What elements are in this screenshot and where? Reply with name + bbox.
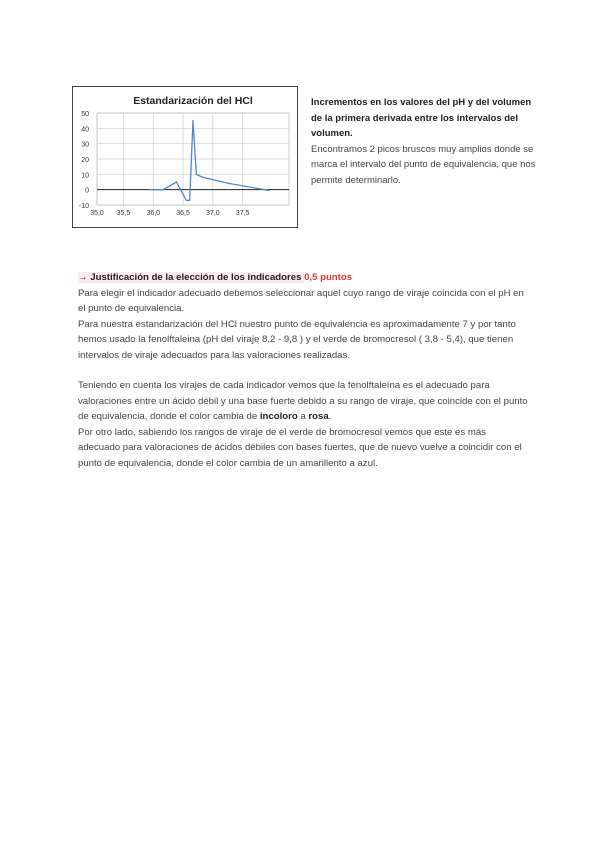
x-tick-label: 36,5 <box>176 210 190 217</box>
data-point <box>176 181 177 182</box>
indicator-justification <box>78 270 528 471</box>
p3-bold-rosa: rosa <box>308 411 329 422</box>
heading-points: 0,5 puntos <box>304 272 353 283</box>
chart-caption <box>311 95 536 188</box>
series-line <box>150 121 269 201</box>
derivative-chart <box>73 87 297 227</box>
x-tick-label: 37,5 <box>235 210 250 217</box>
y-tick-label: 20 <box>81 157 89 164</box>
x-tick-label: 35,0 <box>90 210 104 217</box>
data-point <box>269 190 270 191</box>
p3-mid: a <box>297 411 309 422</box>
section-heading <box>78 270 528 286</box>
paragraph-4: Por otro lado, sabiendo los rangos de viraje de el verde de bromocresol vemos que este es más adecuado para valoraciones de ácidos débiles con bases fuertes, que de nuevo vuelve a coincidir con el punto de equivalencia, donde el color cambia de un amarillento a azul. <box>78 426 522 469</box>
y-tick-label: 40 <box>81 126 89 134</box>
caption-bold: Incrementos en los valores del pH y del volumen de la primera derivada entre los intervalos del volumen. <box>311 97 532 139</box>
heading-highlight <box>78 272 304 283</box>
paragraph-2: Para nuestra estandarización del HCl nuestro punto de equivalencia es aproximadamente 7 y por tanto hemos usado la fenolftaleina (pH del viraje 8,2 - 9,8 ) y el verde de bromocresol ( 3,8 - 5,4), que tienen intervalos de viraje adecuados para las valoraciones realizadas. <box>78 318 516 361</box>
y-tick-label: 50 <box>81 111 89 118</box>
heading-title: Justificación de la elección de los indicadores <box>90 272 302 283</box>
arrow-icon: → <box>78 272 88 283</box>
data-point <box>229 183 230 184</box>
data-point <box>202 177 203 178</box>
y-tick-label: 0 <box>85 187 89 195</box>
data-point <box>149 189 150 190</box>
p3-bold-incoloro: incoloro <box>259 411 298 422</box>
paragraph-1: Para elegir el indicador adecuado debemos seleccionar aquel cuyo rango de viraje coincida con el pH en el punto de equivalencia. <box>78 287 524 314</box>
x-tick-label: 36,0 <box>146 210 161 217</box>
chart-box <box>72 86 298 228</box>
y-tick-label: 30 <box>81 141 89 149</box>
data-point <box>192 120 193 121</box>
data-point <box>189 200 190 201</box>
p3-end: . <box>328 411 332 422</box>
x-tick-label: 37,0 <box>206 210 220 217</box>
data-point <box>196 174 197 175</box>
data-point <box>163 189 164 190</box>
paragraph-3 <box>78 378 528 425</box>
paragraph-gap <box>78 363 528 378</box>
y-tick-label: -10 <box>78 203 89 210</box>
data-point <box>186 200 187 201</box>
caption-text: Encontramos 2 picos bruscos muy amplios donde se marca el intervalo del punto de equivalencia, que nos permite determinarlo. <box>311 143 536 186</box>
x-tick-label: 35,5 <box>116 210 131 217</box>
y-tick-label: 10 <box>81 172 89 180</box>
chart-title: Estandarización del HCl <box>133 95 253 107</box>
p3-pre: Teniendo en cuenta los virajes de cada indicador vemos que la fenolftaleína es el adecuado para valoraciones entre un ácido débil y una base fuerte debido a su rango de viraje, que coincide con el punto de equivalencia, donde el color cambia de <box>78 380 528 422</box>
